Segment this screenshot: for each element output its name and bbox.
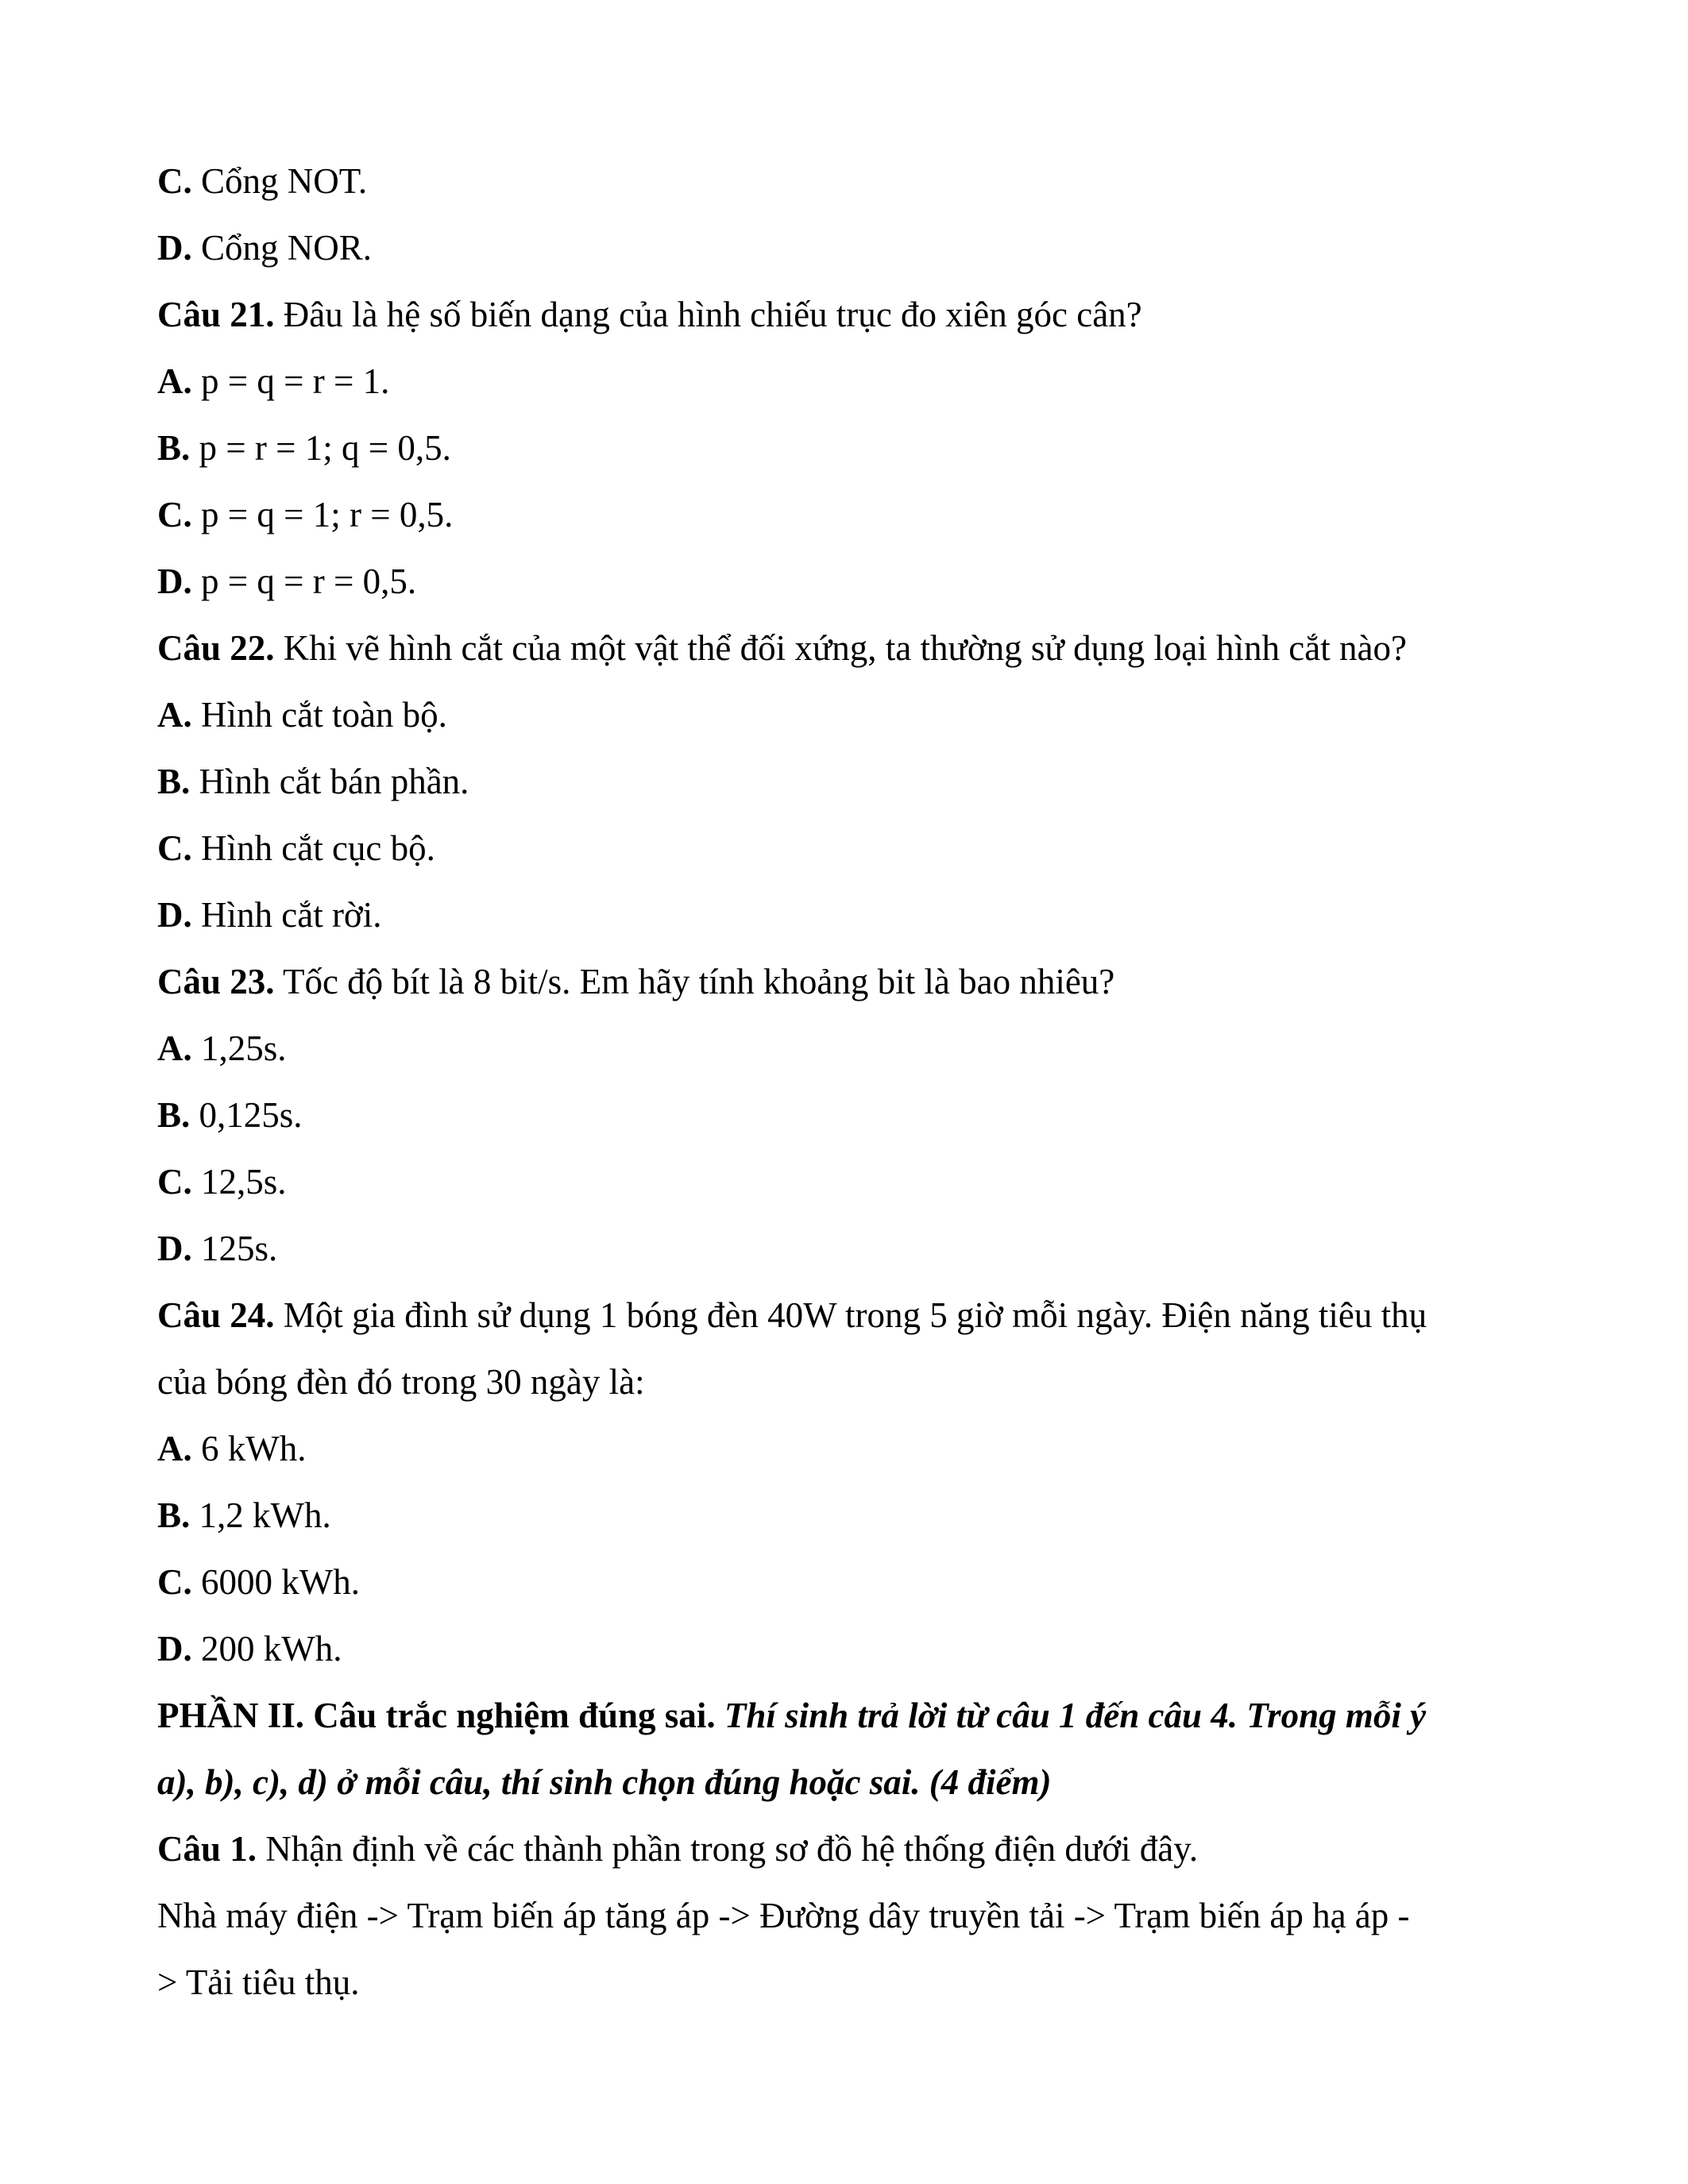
q24-option-d [157,1615,1539,1682]
q23-option-a [157,1015,1539,1082]
option-letter: C. [157,495,192,534]
q20-option-d [157,214,1539,281]
option-text: 6000 kWh. [191,1562,360,1602]
q22-option-b [157,748,1539,815]
power-system-flow: Nhà máy điện -> Trạm biến áp tăng áp -> Đường dây truyền tải -> Trạm biến áp hạ áp - [157,1896,1410,1935]
option-letter: D. [157,228,192,268]
question-text-continued: của bóng đèn đó trong 30 ngày là: [157,1362,645,1402]
q21-stem [157,281,1539,348]
option-letter: B. [157,1495,191,1535]
option-text: Cổng NOT. [191,161,368,201]
option-text: Hình cắt toàn bộ. [191,695,447,735]
option-letter: A. [157,1028,192,1068]
option-text: 1,25s. [191,1028,287,1068]
q24-stem-line-1 [157,1282,1539,1349]
option-letter: D. [157,895,192,935]
q22-option-a [157,681,1539,748]
question-label: Câu 24. [157,1295,275,1335]
section-instruction-continued: a), b), c), d) ở mỗi câu, thí sinh chọn đúng hoặc sai. (4 điểm) [157,1762,1052,1802]
option-letter: B. [157,762,191,801]
p2q1-diagram-line-2 [157,1949,1539,2016]
section-heading: PHẦN II. Câu trắc nghiệm đúng sai. [157,1696,716,1735]
option-text: p = q = r = 0,5. [191,561,417,601]
option-letter: D. [157,1629,192,1669]
section-instruction: Thí sinh trả lời từ câu 1 đến câu 4. Trong mỗi ý [715,1696,1427,1735]
option-text: p = q = r = 1. [191,361,390,401]
option-text: p = q = 1; r = 0,5. [191,495,454,534]
p2q1-diagram-line-1 [157,1882,1539,1949]
option-letter: A. [157,1429,192,1468]
option-letter: C. [157,1562,192,1602]
question-label: Câu 23. [157,962,275,1001]
q22-option-d [157,882,1539,948]
q21-option-a [157,348,1539,415]
option-letter: D. [157,561,192,601]
q21-option-d [157,548,1539,615]
q23-option-c [157,1148,1539,1215]
option-text: 12,5s. [191,1162,287,1202]
option-text: p = r = 1; q = 0,5. [190,428,451,468]
question-label: Câu 1. [157,1829,257,1869]
option-text: 1,2 kWh. [190,1495,331,1535]
option-letter: C. [157,1162,192,1202]
q23-option-b [157,1082,1539,1148]
option-text: Hình cắt cục bộ. [191,828,435,868]
option-letter: D. [157,1229,192,1268]
q23-stem [157,948,1539,1015]
question-label: Câu 21. [157,295,275,334]
option-text: 0,125s. [190,1095,303,1135]
question-text: Khi vẽ hình cắt của một vật thể đối xứng, ta thường sử dụng loại hình cắt nào? [274,628,1407,668]
option-letter: B. [157,428,191,468]
option-text: Hình cắt rời. [191,895,382,935]
q24-option-b [157,1482,1539,1549]
question-text: Một gia đình sử dụng 1 bóng đèn 40W trong 5 giờ mỗi ngày. Điện năng tiêu thụ [274,1295,1427,1335]
question-text: Tốc độ bít là 8 bit/s. Em hãy tính khoảng bit là bao nhiêu? [274,962,1115,1001]
q24-stem-line-2 [157,1349,1539,1415]
option-letter: C. [157,161,192,201]
option-letter: A. [157,361,192,401]
option-text: 200 kWh. [191,1629,342,1669]
q22-option-c [157,815,1539,882]
option-letter: B. [157,1095,191,1135]
question-label: Câu 22. [157,628,275,668]
option-text: Hình cắt bán phần. [190,762,469,801]
q21-option-b [157,415,1539,481]
q24-option-a [157,1415,1539,1482]
q24-option-c [157,1549,1539,1615]
option-text: 6 kWh. [191,1429,307,1468]
q21-option-c [157,481,1539,548]
q23-option-d [157,1215,1539,1282]
q20-option-c [157,148,1539,214]
power-system-flow-continued: > Tải tiêu thụ. [157,1962,360,2002]
q22-stem [157,615,1539,681]
option-letter: C. [157,828,192,868]
option-text: Cổng NOR. [191,228,373,268]
option-text: 125s. [191,1229,278,1268]
part2-heading-line-2 [157,1749,1539,1815]
document-content [157,148,1539,2016]
question-text: Nhận định về các thành phần trong sơ đồ hệ thống điện dưới đây. [257,1829,1199,1869]
part2-heading-line-1 [157,1682,1539,1749]
p2q1-stem [157,1815,1539,1882]
option-letter: A. [157,695,192,735]
question-text: Đâu là hệ số biến dạng của hình chiếu trục đo xiên góc cân? [274,295,1142,334]
